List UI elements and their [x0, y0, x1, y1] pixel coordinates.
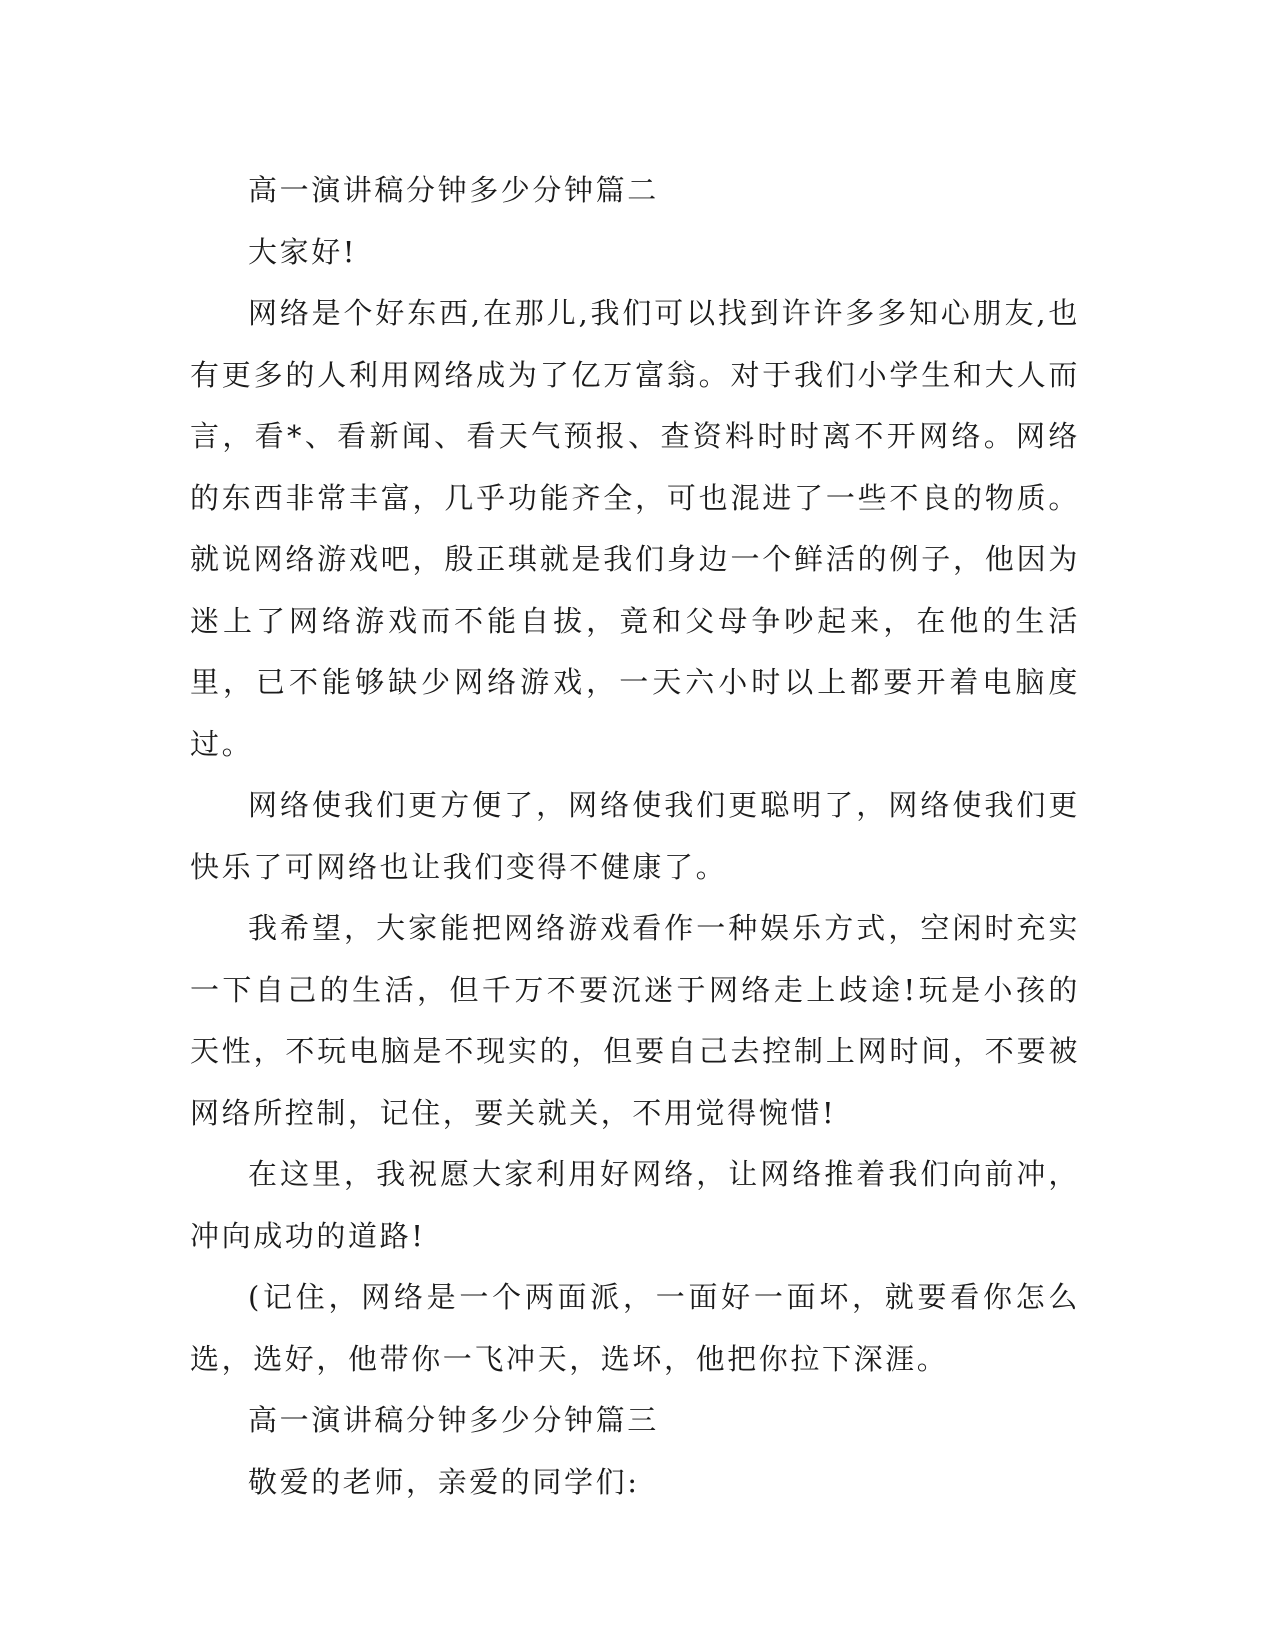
paragraph-hope: 我希望，大家能把网络游戏看作一种娱乐方式，空闲时充实一下自己的生活，但千万不要沉迷于网络走上歧途!玩是小孩的天性，不玩电脑是不现实的，但要自己去控制上网时间，不要被网络所控制，记住，要关就关，不用觉得惋惜! [190, 911, 1080, 1130]
paragraph-network-effects: 网络使我们更方便了，网络使我们更聪明了，网络使我们更快乐了可网络也让我们变得不健康了。 [190, 788, 1080, 884]
paragraph-remember: (记住，网络是一个两面派，一面好一面坏，就要看你怎么选，选好，他带你一飞冲天，选坏，他把你拉下深涯。 [190, 1280, 1080, 1376]
paragraph-network-good: 网络是个好东西,在那儿,我们可以找到许许多多知心朋友,也有更多的人利用网络成为了亿万富翁。对于我们小学生和大人而言，看*、看新闻、看天气预报、查资料时时离不开网络。网络的东西非常丰富，几乎功能齐全，可也混进了一些不良的物质。就说网络游戏吧，殷正琪就是我们身边一个鲜活的例子，他因为迷上了网络游戏而不能自拔，竟和父母争吵起来，在他的生活里，已不能够缺少网络游戏，一天六小时以上都要开着电脑度过。 [190, 296, 1080, 761]
document-body [190, 160, 1080, 1513]
paragraph-wish: 在这里，我祝愿大家利用好网络，让网络推着我们向前冲，冲向成功的道路! [190, 1157, 1080, 1253]
greeting-2: 大家好! [248, 234, 358, 269]
greeting-3: 敬爱的老师，亲爱的同学们: [248, 1464, 640, 1499]
section-heading-3: 高一演讲稿分钟多少分钟篇三 [248, 1403, 659, 1437]
section-heading-2: 高一演讲稿分钟多少分钟篇二 [248, 173, 659, 207]
